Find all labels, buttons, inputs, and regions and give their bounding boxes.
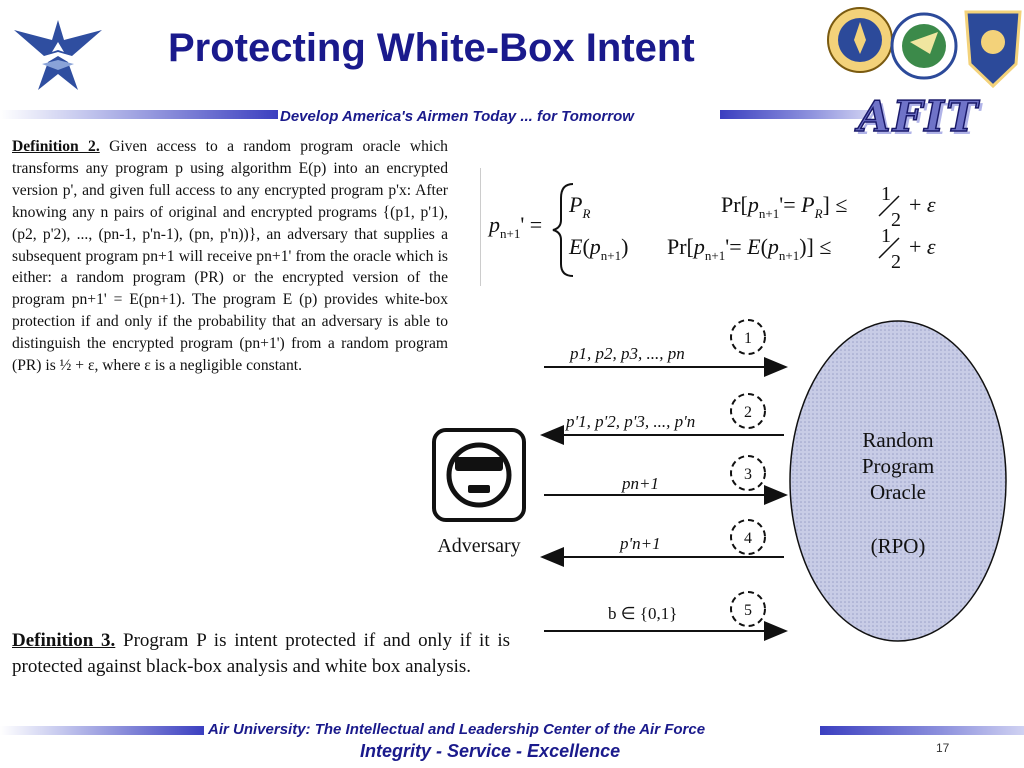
air-force-symbol-icon bbox=[12, 12, 104, 100]
step-2-arrow bbox=[544, 394, 784, 435]
education-command-seal-icon bbox=[828, 8, 892, 72]
step-5-arrow bbox=[544, 592, 784, 631]
page-number: 17 bbox=[936, 741, 950, 755]
oracle-label-line-1: Random bbox=[862, 428, 934, 452]
command-seals bbox=[826, 2, 1022, 92]
definition-3-text: Program P is intent protected if and only if it is protected against black-box analysis and white box analysis. bbox=[12, 630, 511, 677]
formula-lhs: $p_{n+1}'$ = bbox=[489, 212, 543, 241]
header-accent-bar-left bbox=[0, 110, 278, 119]
definition-2-label: Definition 2. bbox=[12, 138, 100, 155]
step-5-label: b ∈ {0,1} bbox=[608, 604, 678, 623]
svg-text:2: 2 bbox=[891, 209, 901, 231]
oracle-label-line-3: Oracle bbox=[870, 480, 926, 504]
afit-logo-text: AFIT bbox=[858, 92, 980, 141]
step-3-number: 3 bbox=[744, 466, 752, 483]
formula-case-1: $P_R$ bbox=[569, 192, 591, 221]
definition-2-text: Given access to a random program oracle which transforms any program p using algorithm E(p) into an encrypted version p', and given full access to any encrypted program p'x: After knowing any n pairs of original and encrypted programs {(p1, p'1), (p2, p'2), ..., (pn-1, p'n-1), (pn, p'n))}, an adversary that supplies a subsequent program pn+1 will receive pn+1' from the oracle which is either: a random program (PR) or the encrypted version of the program pn+1' = E(pn+1). The program E (p) provides white-box protection if and only if the probability that an adversary is able to distinguish the encrypted program (pn+1') from a random program (PR) is ½ + ε, where ε is a negligible constant. bbox=[12, 138, 448, 375]
oracle-label-line-5: (RPO) bbox=[870, 534, 926, 558]
header-accent-bar-right bbox=[720, 110, 870, 119]
page-title: Protecting White-Box Intent bbox=[168, 26, 695, 70]
step-5-number: 5 bbox=[744, 602, 752, 619]
svg-text:+ ε: + ε bbox=[909, 192, 936, 217]
footer-accent-bar-right bbox=[820, 726, 1024, 735]
svg-text:+ ε: + ε bbox=[909, 234, 936, 259]
step-4-label: p'n+1 bbox=[620, 534, 661, 553]
school-emblem-icon bbox=[966, 12, 1020, 86]
adversary-icon bbox=[434, 430, 524, 520]
oracle-label-line-2: Program bbox=[861, 454, 935, 478]
step-3-arrow bbox=[544, 456, 784, 495]
step-1-arrow bbox=[544, 320, 784, 367]
adversary-label: Adversary bbox=[437, 535, 521, 557]
motto-text: Develop America's Airmen Today ... for Tomorrow bbox=[280, 108, 634, 125]
step-3-label: pn+1 bbox=[622, 474, 659, 493]
step-2-number: 2 bbox=[744, 404, 752, 421]
footer-core-values: Integrity - Service - Excellence bbox=[360, 741, 621, 761]
air-university-seal-icon bbox=[892, 14, 956, 78]
step-1-number: 1 bbox=[744, 330, 752, 347]
step-1-label: p1, p2, p3, ..., pn bbox=[570, 344, 685, 363]
step-2-label: p'1, p'2, p'3, ..., p'n bbox=[566, 412, 696, 431]
definition-3-label: Definition 3. bbox=[12, 630, 116, 651]
probability-formula bbox=[480, 168, 959, 286]
definition-2 bbox=[12, 136, 448, 377]
footer-accent-bar-left bbox=[0, 726, 204, 735]
step-4-arrow bbox=[544, 520, 784, 557]
svg-text:1: 1 bbox=[881, 225, 891, 247]
svg-text:2: 2 bbox=[891, 251, 901, 273]
step-4-number: 4 bbox=[744, 530, 752, 547]
formula-case-2: $E(p_{n+1})$ bbox=[569, 234, 629, 263]
definition-3 bbox=[12, 628, 510, 680]
svg-text:1: 1 bbox=[881, 183, 891, 205]
formula-condition-2: $Pr[p_{n+1}'= E(p_{n+1})]$ ≤ bbox=[667, 234, 832, 263]
footer-university-line: Air University: The Intellectual and Leadership Center of the Air Force bbox=[208, 721, 706, 738]
formula-condition-1: $Pr[p_{n+1}'= P_R]$ ≤ bbox=[721, 192, 848, 221]
air-force-logo bbox=[12, 12, 104, 100]
